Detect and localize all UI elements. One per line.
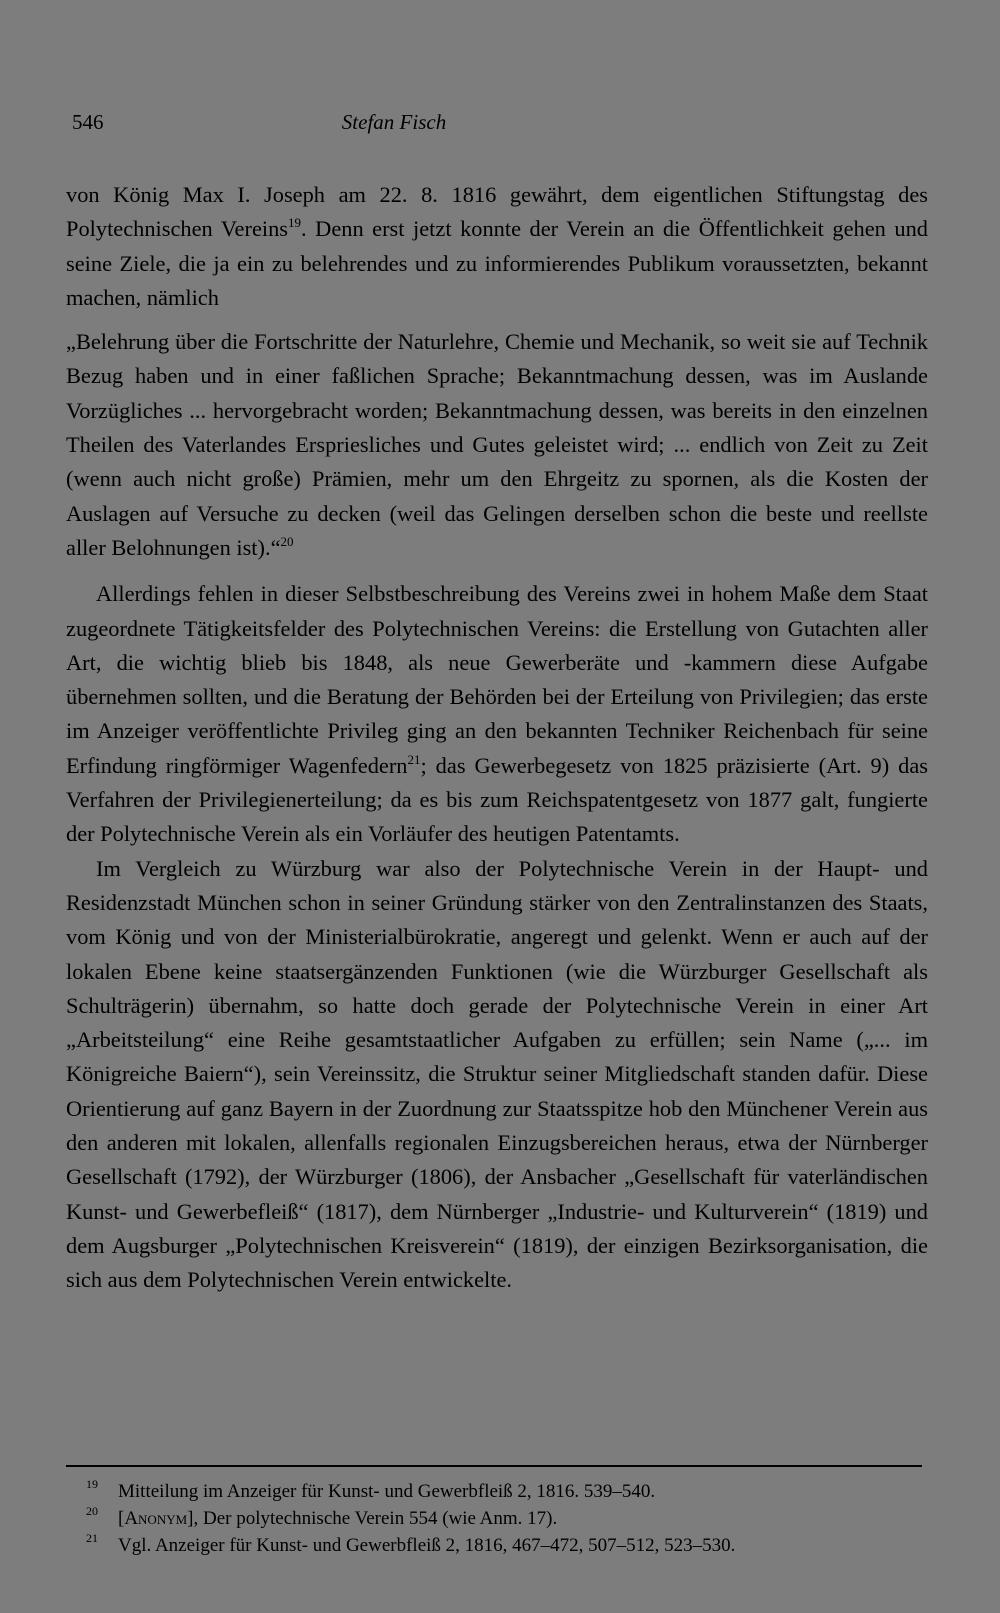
block-quote-text: „Belehrung über die Fortschritte der Naturlehre, Chemie und Mechanik, so weit sie auf Technik Bezug haben und in einer faßlichen Sprache; Bekanntmachung dessen, was im Auslande Vorzügliches ... hervorgebracht worden; Bekanntmachung dessen, was bereits in den einzelnen Theilen des Vaterlandes Erspriesliches und Gutes geleistet wird; ... endlich von Zeit zu Zeit (wenn auch nicht große) Prämien, mehr um den Ehrgeitz zu spornen, als die Kosten der Auslagen auf Versuche zu decken (weil das Gelingen derselben schon die beste und reellste aller Belohnungen ist).“ — [66, 329, 928, 560]
paragraph-2 — [66, 577, 928, 851]
footnote-19 — [86, 1478, 936, 1505]
running-title-author: Stefan Fisch — [341, 110, 447, 134]
paragraph-2-text-a: Allerdings fehlen in dieser Selbstbeschreibung des Vereins zwei in hohem Maße dem Staat zugeordnete Tätigkeitsfelder des Polytechnischen Vereins: die Erstellung von Gutachten aller Art, die wichtig blieb bis 1848, als neue Gewerberäte und -kammern diese Aufgabe übernehmen sollten, und die Beratung der Behörden bei der Erteilung von Privilegien; das erste im Anzeiger veröffentlichte Privileg ging an den bekannten Techniker Reichenbach für seine Erfindung ringförmiger Wagenfedern — [66, 581, 928, 778]
footnote-20 — [86, 1505, 936, 1532]
footnotes — [86, 1478, 936, 1559]
paragraph-1-text-a: von König Max I. Joseph am 22. 8. 1816 gewährt, dem eigentlichen Stiftungstag des Polytechnischen Vereins — [66, 182, 928, 242]
footnote-text — [118, 1505, 936, 1532]
footnote-number: 21 — [86, 1531, 98, 1545]
footnote-text-rest: , Der polytechnische Verein 554 (wie Anm. 17). — [193, 1508, 558, 1529]
block-quote — [66, 325, 928, 565]
footnote-ref-20: 20 — [280, 533, 294, 549]
footnote-ref-21: 21 — [407, 751, 421, 767]
footnote-text: Vgl. Anzeiger für Kunst- und Gewerbfleiß 2, 1816, 467–472, 507–512, 523–530. — [118, 1535, 736, 1556]
footnote-text: Mitteilung im Anzeiger für Kunst- und Gewerbfleiß 2, 1816. 539–540. — [118, 1481, 656, 1502]
paragraph-1 — [66, 178, 928, 315]
footnote-separator — [66, 1465, 922, 1467]
footnote-number: 19 — [86, 1477, 98, 1491]
footnote-author-anonym: [Anonym] — [118, 1508, 194, 1529]
footnote-21 — [86, 1532, 936, 1559]
footnote-ref-19: 19 — [288, 215, 302, 231]
footnote-number: 20 — [86, 1504, 98, 1518]
page-number: 546 — [72, 110, 104, 134]
body-text — [66, 178, 928, 1298]
paragraph-3: Im Vergleich zu Würzburg war also der Polytechnische Verein in der Haupt- und Residenzstadt München schon in seiner Gründung stärker von den Zentralinstanzen des Staats, vom König und von der Ministerialbürokratie, angeregt und gelenkt. Wenn er auch auf der lokalen Ebene keine staatsergänzenden Funktionen (wie die Würzburger Gesellschaft als Schulträgerin) übernahm, so hatte doch gerade der Polytechnische Verein in einer Art „Arbeitsteilung“ eine Reihe gesamtstaatlicher Aufgaben zu erfüllen; sein Name („... im Königreiche Baiern“), sein Vereinssitz, die Struktur seiner Mitgliedschaft standen dafür. Diese Orientierung auf ganz Bayern in der Zuordnung zur Staatsspitze hob den Münchener Verein aus den anderen mit lokalen, allenfalls regionalen Einzugsbereichen heraus, etwa der Nürnberger Gesellschaft (1792), der Würzburger (1806), der Ansbacher „Gesellschaft für vaterländischen Kunst- und Gewerbefleiß“ (1817), dem Nürnberger „Industrie- und Kulturverein“ (1819) und dem Augsburger „Polytechnischen Kreisverein“ (1819), der einzigen Bezirksorganisation, die sich aus dem Polytechnischen Verein entwickelte. — [66, 855, 928, 1293]
running-head — [72, 110, 932, 140]
paragraph-1-text-b: . Denn erst jetzt konnte der Verein an die Öffentlichkeit gehen und seine Ziele, die ja ein zu belehrendes und zu informierendes Publikum voraussetzten, bekannt machen, nämlich — [66, 216, 928, 310]
paragraph-2-text-b: ; das Gewerbegesetz von 1825 präzisierte (Art. 9) das Verfahren der Privilegienerteilung; da es bis zum Reichspatentgesetz von 1877 galt, fungierte der Polytechnische Verein als ein Vorläufer des heutigen Patentamts. — [66, 752, 929, 847]
